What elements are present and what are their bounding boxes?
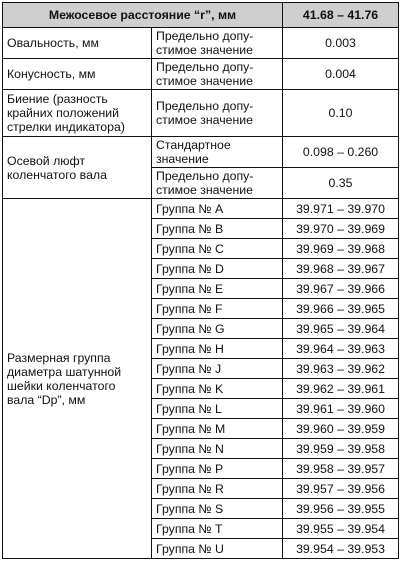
param-label: Осевой люфт коленчатого вала (3, 137, 152, 199)
spec-value: 0.004 (283, 59, 399, 90)
group-name: Группа № A (152, 199, 283, 219)
group-range: 39.969 – 39.968 (283, 239, 399, 259)
condition-label: Предельно допу- стимое значение (152, 28, 283, 59)
crankshaft-spec-table (2, 2, 399, 559)
spec-table-container (2, 2, 398, 559)
group-name: Группа № U (152, 539, 283, 559)
spec-value: 0.35 (283, 168, 399, 199)
group-name: Группа № K (152, 379, 283, 399)
group-name: Группа № D (152, 259, 283, 279)
group-name: Группа № S (152, 499, 283, 519)
group-range: 39.956 – 39.955 (283, 499, 399, 519)
group-range: 39.966 – 39.965 (283, 299, 399, 319)
spec-row-ovality (3, 28, 399, 59)
param-label: Овальность, мм (3, 28, 152, 59)
table-row (3, 199, 399, 219)
group-range: 39.960 – 39.959 (283, 419, 399, 439)
group-range: 39.958 – 39.957 (283, 459, 399, 479)
header-row (3, 3, 399, 28)
spec-value: 0.003 (283, 28, 399, 59)
group-name: Группа № P (152, 459, 283, 479)
group-range: 39.955 – 39.954 (283, 519, 399, 539)
group-name: Группа № R (152, 479, 283, 499)
group-name: Группа № C (152, 239, 283, 259)
spec-row-taper (3, 59, 399, 90)
group-name: Группа № E (152, 279, 283, 299)
group-name: Группа № F (152, 299, 283, 319)
spec-value: 0.10 (283, 90, 399, 137)
group-range: 39.963 – 39.962 (283, 359, 399, 379)
group-range: 39.970 – 39.969 (283, 219, 399, 239)
group-range: 39.967 – 39.966 (283, 279, 399, 299)
condition-label: Предельно допу- стимое значение (152, 59, 283, 90)
group-range: 39.965 – 39.964 (283, 319, 399, 339)
group-range: 39.959 – 39.958 (283, 439, 399, 459)
spec-row-runout (3, 90, 399, 137)
param-label: Биение (разность крайних положений стрелки индикатора) (3, 90, 152, 137)
condition-label: Стандартное значение (152, 137, 283, 168)
group-range: 39.964 – 39.963 (283, 339, 399, 359)
condition-label: Предельно допу- стимое значение (152, 90, 283, 137)
group-name: Группа № G (152, 319, 283, 339)
group-name: Группа № B (152, 219, 283, 239)
condition-label: Предельно допу- стимое значение (152, 168, 283, 199)
group-name: Группа № L (152, 399, 283, 419)
group-range: 39.962 – 39.961 (283, 379, 399, 399)
group-name: Группа № N (152, 439, 283, 459)
group-range: 39.961 – 39.960 (283, 399, 399, 419)
spec-value: 0.098 – 0.260 (283, 137, 399, 168)
param-label: Размерная группа диаметра шатунной шейки коленчатого вала “Dp”, мм (3, 199, 152, 559)
group-name: Группа № T (152, 519, 283, 539)
group-name: Группа № H (152, 339, 283, 359)
group-range: 39.971 – 39.970 (283, 199, 399, 219)
spec-row-end-play (3, 137, 399, 168)
group-name: Группа № M (152, 419, 283, 439)
header-title: Межосевое расстояние “r”, мм (3, 3, 283, 28)
group-range: 39.954 – 39.953 (283, 539, 399, 559)
param-label: Конусность, мм (3, 59, 152, 90)
header-value: 41.68 – 41.76 (283, 3, 399, 28)
group-range: 39.957 – 39.956 (283, 479, 399, 499)
group-range: 39.968 – 39.967 (283, 259, 399, 279)
group-name: Группа № J (152, 359, 283, 379)
